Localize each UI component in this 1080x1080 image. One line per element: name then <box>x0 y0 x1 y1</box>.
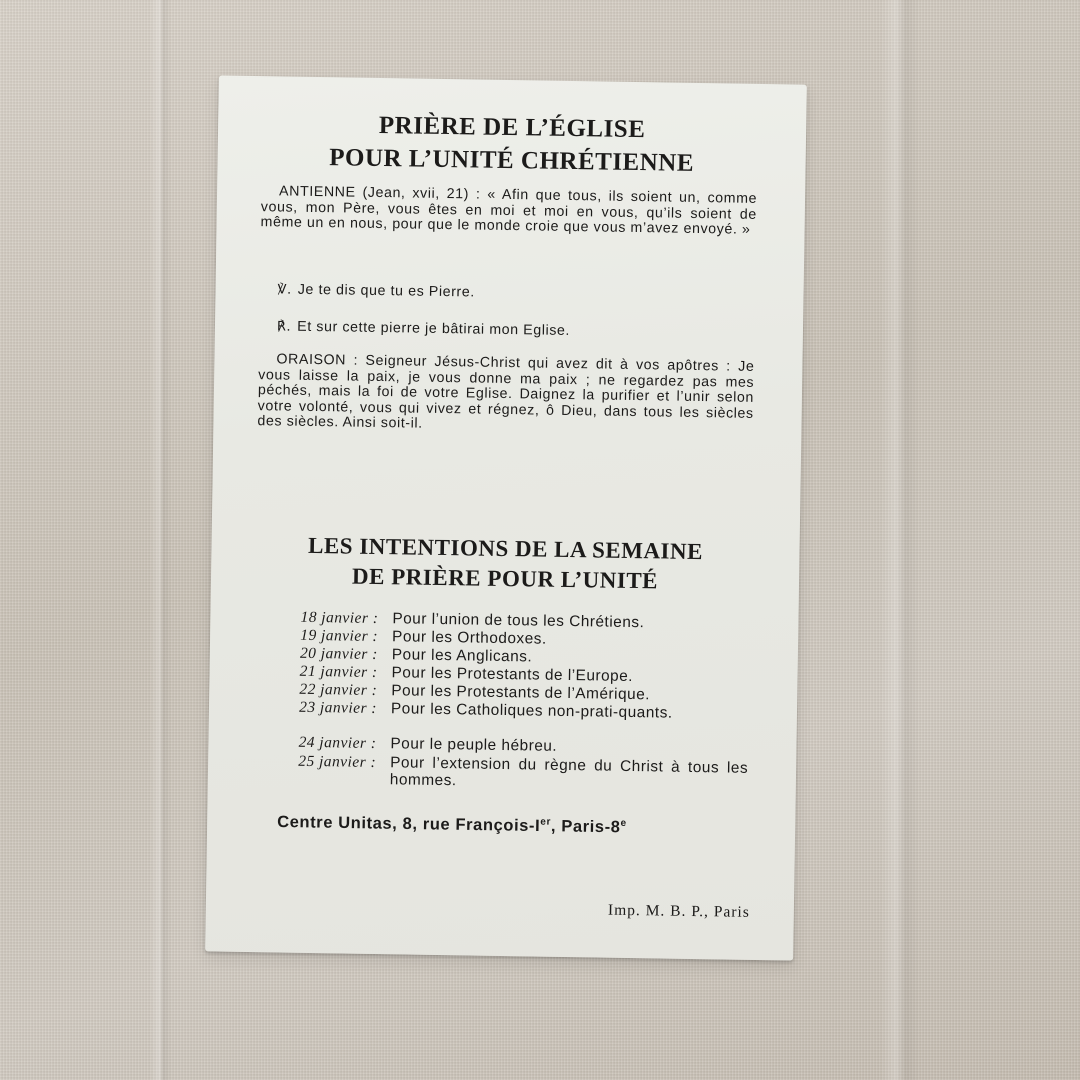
card-paper <box>205 75 807 960</box>
publisher-address <box>277 812 627 837</box>
versicle-text: Je te dis que tu es Pierre. <box>297 281 475 301</box>
intention-text: Pour les Protestants de l’Europe. <box>391 664 634 686</box>
card-title-line2: POUR L’UNITÉ CHRÉTIENNE <box>329 144 695 177</box>
antiphon-paragraph <box>260 184 757 239</box>
prayer-card <box>205 75 807 960</box>
intention-text: Pour les Protestants de l’Amérique. <box>391 682 651 704</box>
fabric-fold <box>150 0 172 1080</box>
intention-date: 24 janvier : <box>298 733 377 752</box>
intentions-heading-line2: DE PRIÈRE POUR L’UNITÉ <box>351 563 659 594</box>
intention-text: Pour les Anglicans. <box>391 646 533 666</box>
intention-text: Pour les Catholiques non-prati-quants. <box>390 700 673 722</box>
response-line <box>277 319 757 342</box>
address-text: Centre Unitas, 8, rue François-I <box>277 812 541 836</box>
intention-date: 23 janvier : <box>299 698 378 717</box>
intention-text: Pour le peuple hébreu. <box>390 735 558 755</box>
intention-text: Pour les Orthodoxes. <box>391 628 547 648</box>
oration-text: ORAISON : Seigneur Jésus-Christ qui avez dit à vos apôtres : Je vous laisse la paix, je vous donne ma paix ; ne regardez pas mes péchés, mais la foi de votre Eglise. Daignez la purifier et l’unir selon votre volonté, vous qui vivez et régnez, ô Dieu, dans tous les siècles des siècles. Ainsi soit-il. <box>257 351 755 433</box>
versicle-line <box>277 282 757 305</box>
intention-text: Pour l’extension du règne du Christ à tous les hommes. <box>389 754 749 790</box>
antiphon-text: ANTIENNE (Jean, xvii, 21) : « Afin que tous, ils soient un, comme vous, mon Père, vous êtes en moi et moi en vous, qu’ils soient de même un en nous, pour que le monde croie que vous m’avez envoyé. » <box>260 183 758 238</box>
fabric-fold <box>880 0 920 1080</box>
intention-text: Pour l’union de tous les Chrétiens. <box>392 610 645 632</box>
intention-date: 20 janvier : <box>299 644 378 664</box>
versicle-symbol: ℣. <box>277 282 292 298</box>
response-text: Et sur cette pierre je bâtirai mon Eglise. <box>297 318 571 339</box>
address-superscript: er <box>540 816 552 828</box>
intention-date: 18 janvier : <box>300 608 379 628</box>
response-symbol: ℟. <box>276 319 292 335</box>
address-city: , Paris-8 <box>550 817 621 837</box>
intention-date: 22 janvier : <box>299 680 378 699</box>
intentions-heading-line1: LES INTENTIONS DE LA SEMAINE <box>307 532 704 565</box>
intention-date: 25 janvier : <box>298 752 377 771</box>
card-title-line1: PRIÈRE DE L’ÉGLISE <box>378 111 646 144</box>
intention-date: 21 janvier : <box>299 662 378 682</box>
oration-paragraph <box>257 352 754 438</box>
printer-imprint: Imp. M. B. P., Paris <box>607 901 750 921</box>
address-arrondissement-superscript: e <box>620 817 627 829</box>
intention-date: 19 janvier : <box>300 626 379 646</box>
